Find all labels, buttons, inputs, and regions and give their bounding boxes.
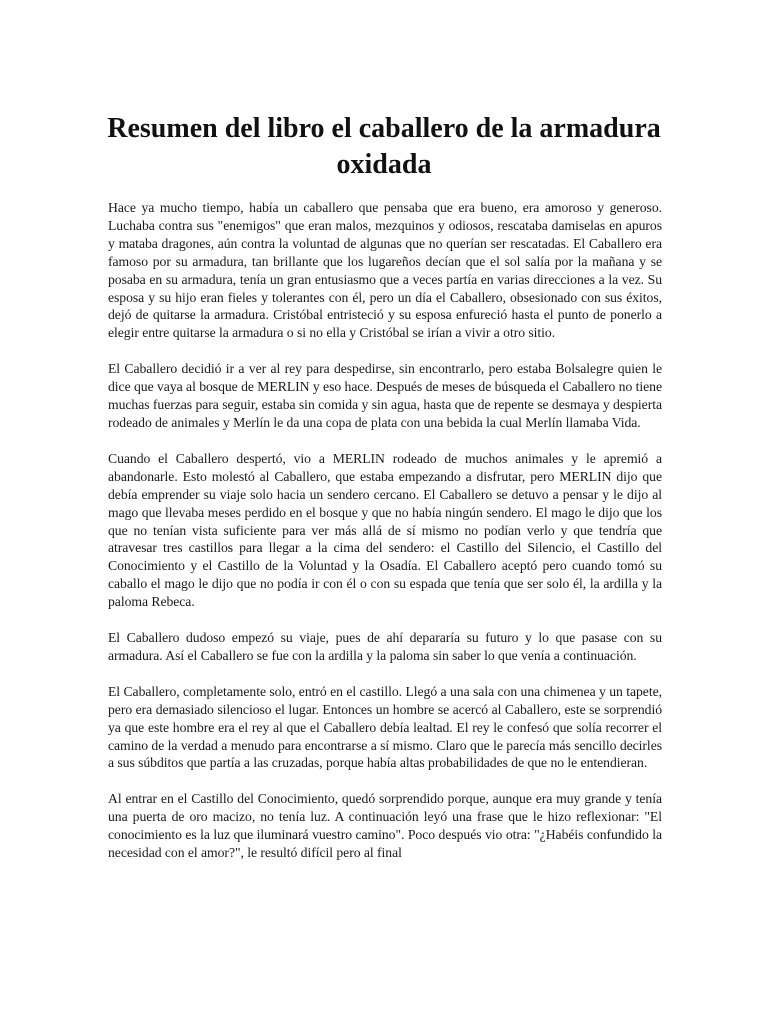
paragraph: El Caballero dudoso empezó su viaje, pues de ahí depararía su futuro y lo que pasase con su armadura. Así el Caballero se fue con la ardilla y la paloma sin saber lo que venía a continuación. — [108, 630, 662, 663]
paragraph: Cuando el Caballero despertó, vio a MERLIN rodeado de muchos animales y le apremió a abandonarle. Esto molestó al Caballero, que estaba empezando a disfrutar, pero MERLIN dijo que debía emprender su viaje solo hacia un sendero cercano. El Caballero se detuvo a pensar y le dijo al mago que llevaba meses perdido en el bosque y que no había ningún sendero. El mago le dijo que los que no tenían vista suficiente para ver más allá de sí mismo no podían verlo y que tendría que atravesar tres castillos para llegar a la cima del sendero: el Castillo del Silencio, el Castillo del Conocimiento y el Castillo de la Voluntad y la Osadía. El Caballero aceptó pero cuando tomó su caballo el mago le dijo que no podía ir con él o con su espada que tenía que ser solo él, la ardilla y la paloma Rebeca. — [108, 450, 662, 610]
page-title: Resumen del libro el caballero de la armadura oxidada — [107, 113, 661, 180]
paragraph: Hace ya mucho tiempo, había un caballero que pensaba que era bueno, era amoroso y generoso. Luchaba contra sus "enemigos" que eran malos, mezquinos y odiosos, rescataba damiselas en apuros y mataba dragones, aún contra la voluntad de algunas que no querían ser rescatadas. El Caballero era famoso por su armadura, tan brillante que los lugareños decían que el sol salía por la mañana y se posaba en su armadura, tenía un gran entusiasmo que a veces partía en varias direcciones a la vez. Su esposa y su hijo eran fieles y tolerantes con él, pero un día el Caballero, obsesionado con sus éxitos, dejó de quitarse la armadura. Cristóbal entristeció y su esposa enfureció hasta el punto de ponerlo a elegir entre quitarse la armadura o si no ella y Cristóbal se irían a vivir a otro sitio. — [108, 200, 662, 341]
document-body — [108, 199, 662, 880]
paragraph: El Caballero decidió ir a ver al rey para despedirse, sin encontrarlo, pero estaba Bolsalegre quien le dice que vaya al bosque de MERLIN y eso hace. Después de meses de búsqueda el Caballero no tiene muchas fuerzas para seguir, estaba sin comida y sin agua, hasta que de repente se desmaya y despierta rodeado de animales y Merlín le da una copa de plata con una bebida la cual Merlín llamaba Vida. — [108, 361, 662, 430]
paragraph: El Caballero, completamente solo, entró en el castillo. Llegó a una sala con una chimenea y un tapete, pero era demasiado silencioso el lugar. Entonces un hombre se acercó al Caballero, este se sorprendió ya que este hombre era el rey al que el Caballero debía lealtad. El rey le confesó que solía recorrer el camino de la verdad a menudo para encontrarse a sí mismo. Claro que le parecía más sencillo decirles a sus súbditos que partía a las cruzadas, porque había altas probabilidades de que no le entendieran. — [108, 683, 662, 771]
paragraph: Al entrar en el Castillo del Conocimiento, quedó sorprendido porque, aunque era muy grande y tenía una puerta de oro macizo, no tenía luz. A continuación leyó una frase que le hizo reflexionar: "El conocimiento es la luz que iluminará vuestro camino". Poco después vio otra: "¿Habéis confundido la necesidad con el amor?", le resultó difícil pero al final — [108, 791, 662, 861]
